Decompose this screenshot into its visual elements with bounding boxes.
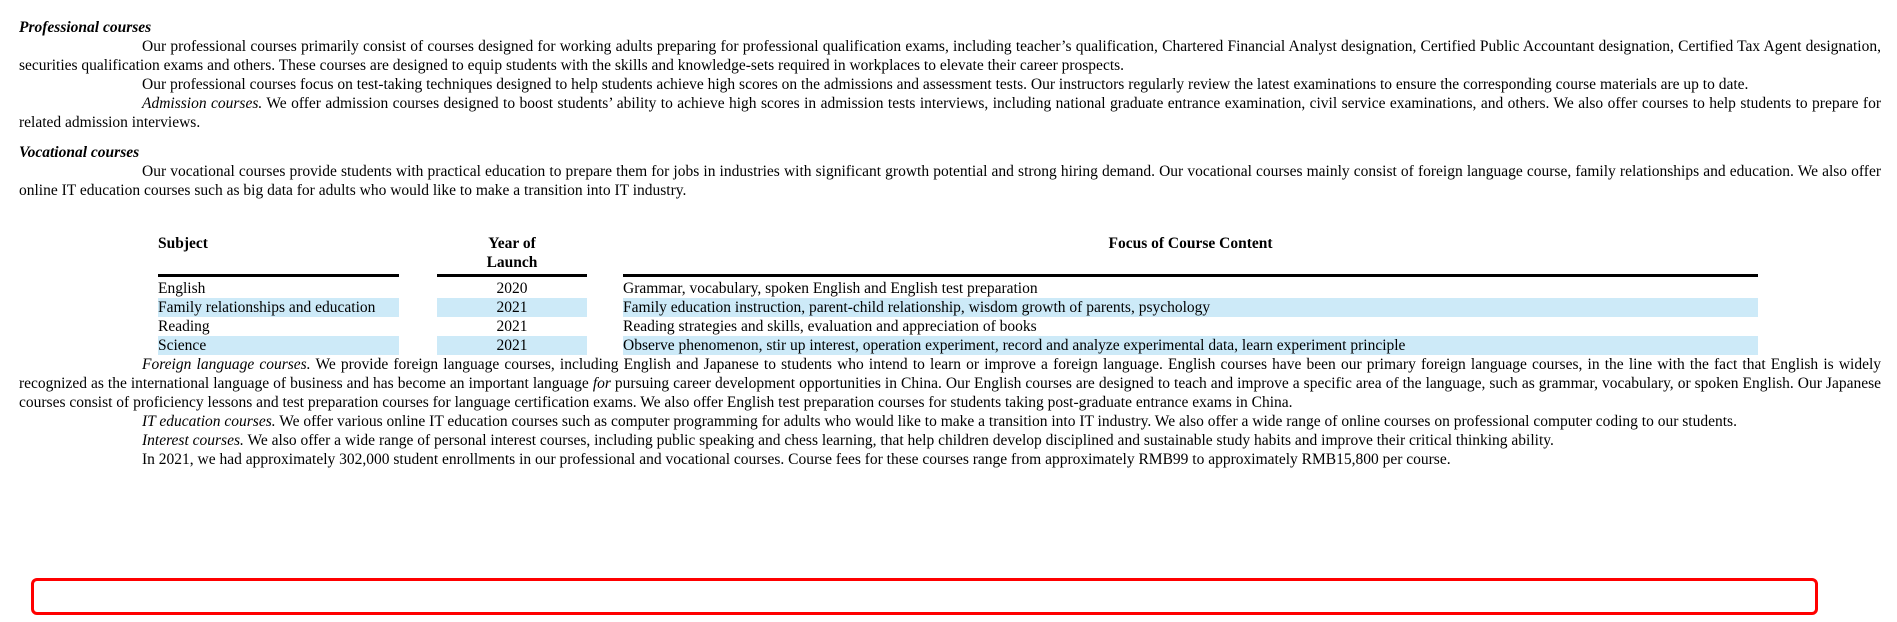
header-underline [158, 274, 399, 277]
highlight-box [31, 578, 1818, 615]
table-header-row [158, 234, 1758, 279]
table-row [158, 336, 1758, 355]
admission-courses-lead: Admission courses. [142, 95, 263, 112]
course-subject-table [158, 234, 1758, 355]
paragraph-enrollments: In 2021, we had approximately 302,000 student enrollments in our professional and vocational courses. Course fees for these courses range from approximately RMB99 to approximately RMB15,800 per course. [142, 451, 1451, 468]
foreign-language-for: for [592, 375, 611, 392]
header-focus: Focus of Course Content [623, 234, 1758, 279]
cell-subject: English [158, 280, 206, 297]
paragraph-it-education [19, 412, 1881, 431]
header-underline [623, 274, 1758, 277]
paragraph-vocational-intro: Our vocational courses provide students with practical education to prepare them for jobs in industries with significant growth potential and strong hiring demand. Our vocational courses mainly consist of foreign language course, family relationships and education. We also offer online IT education courses such as big data for adults who would like to make a transition into IT industry. [19, 163, 1881, 199]
paragraph-interest-courses [19, 431, 1881, 450]
cell-year: 2020 [496, 280, 528, 297]
foreign-language-lead: Foreign language courses. [142, 356, 311, 373]
cell-focus: Observe phenomenon, stir up interest, operation experiment, record and analyze experimental data, learn experiment principle [623, 336, 1758, 355]
interest-courses-lead: Interest courses. [142, 432, 244, 449]
paragraph-professional-intro: Our professional courses primarily consist of courses designed for working adults preparing for professional qualification exams, including teacher’s qualification, Chartered Financial Analyst designation, Certified Public Accountant designation, Certified Tax Agent designation, securities qualification exams and others. These courses are designed to equip students with the skills and knowledge-sets required in workplaces to elevate their career prospects. [19, 38, 1881, 74]
section-heading-professional: Professional courses [19, 19, 152, 36]
paragraph-foreign-language [19, 355, 1881, 412]
section-heading-vocational: Vocational courses [19, 144, 140, 161]
table-row [158, 298, 1758, 317]
cell-year: 2021 [437, 298, 587, 317]
document-body [19, 18, 1881, 469]
table-row [158, 279, 1758, 298]
cell-focus: Grammar, vocabulary, spoken English and English test preparation [623, 280, 1038, 297]
header-underline [437, 274, 587, 277]
header-subject: Subject [158, 234, 399, 279]
cell-subject: Reading [158, 318, 210, 335]
table-row [158, 317, 1758, 336]
admission-courses-body: We offer admission courses designed to boost students’ ability to achieve high scores in admission tests interviews, including national graduate entrance examination, civil service examinations, and others. We also offer courses to help students to prepare for related admission interviews. [19, 95, 1881, 131]
cell-focus: Family education instruction, parent-child relationship, wisdom growth of parents, psychology [623, 298, 1758, 317]
paragraph-admission-courses [19, 94, 1881, 132]
cell-subject: Family relationships and education [158, 298, 399, 317]
it-education-body: We offer various online IT education courses such as computer programming for adults who would like to make a transition into IT industry. We also offer a wide range of online courses on professional computer coding to our students. [275, 413, 1737, 430]
cell-year: 2021 [496, 318, 528, 335]
paragraph-test-taking: Our professional courses focus on test-taking techniques designed to help students achieve high scores on the admissions and assessment tests. Our instructors regularly review the latest examinations to ensure the corresponding course materials are up to date. [142, 76, 1749, 93]
it-education-lead: IT education courses. [142, 413, 276, 430]
cell-focus: Reading strategies and skills, evaluation and appreciation of books [623, 318, 1037, 335]
foreign-language-body-b: pursuing career development opportunities in China. Our English courses are designed to teach and improve a specific area of the language, such as grammar, vocabulary, or spoken English. Our Japanese courses consist of proficiency lessons and test preparation courses for language certification exams. We also offer English test preparation courses for students taking post-graduate entrance exams in China. [19, 375, 1882, 411]
cell-subject: Science [158, 336, 399, 355]
cell-year: 2021 [437, 336, 587, 355]
interest-courses-body: We also offer a wide range of personal interest courses, including public speaking and chess learning, that help children develop disciplined and sustainable study habits and improve their critical thinking ability. [243, 432, 1554, 449]
header-year-of-launch: Year of Launch [437, 234, 587, 279]
foreign-language-body-a: We provide foreign language courses, including English and Japanese to students who intend to learn or improve a foreign language. English courses have been our primary foreign language courses, in the line with the fact that English is widely recognized as the international language of business and has become an important language [19, 356, 1882, 392]
